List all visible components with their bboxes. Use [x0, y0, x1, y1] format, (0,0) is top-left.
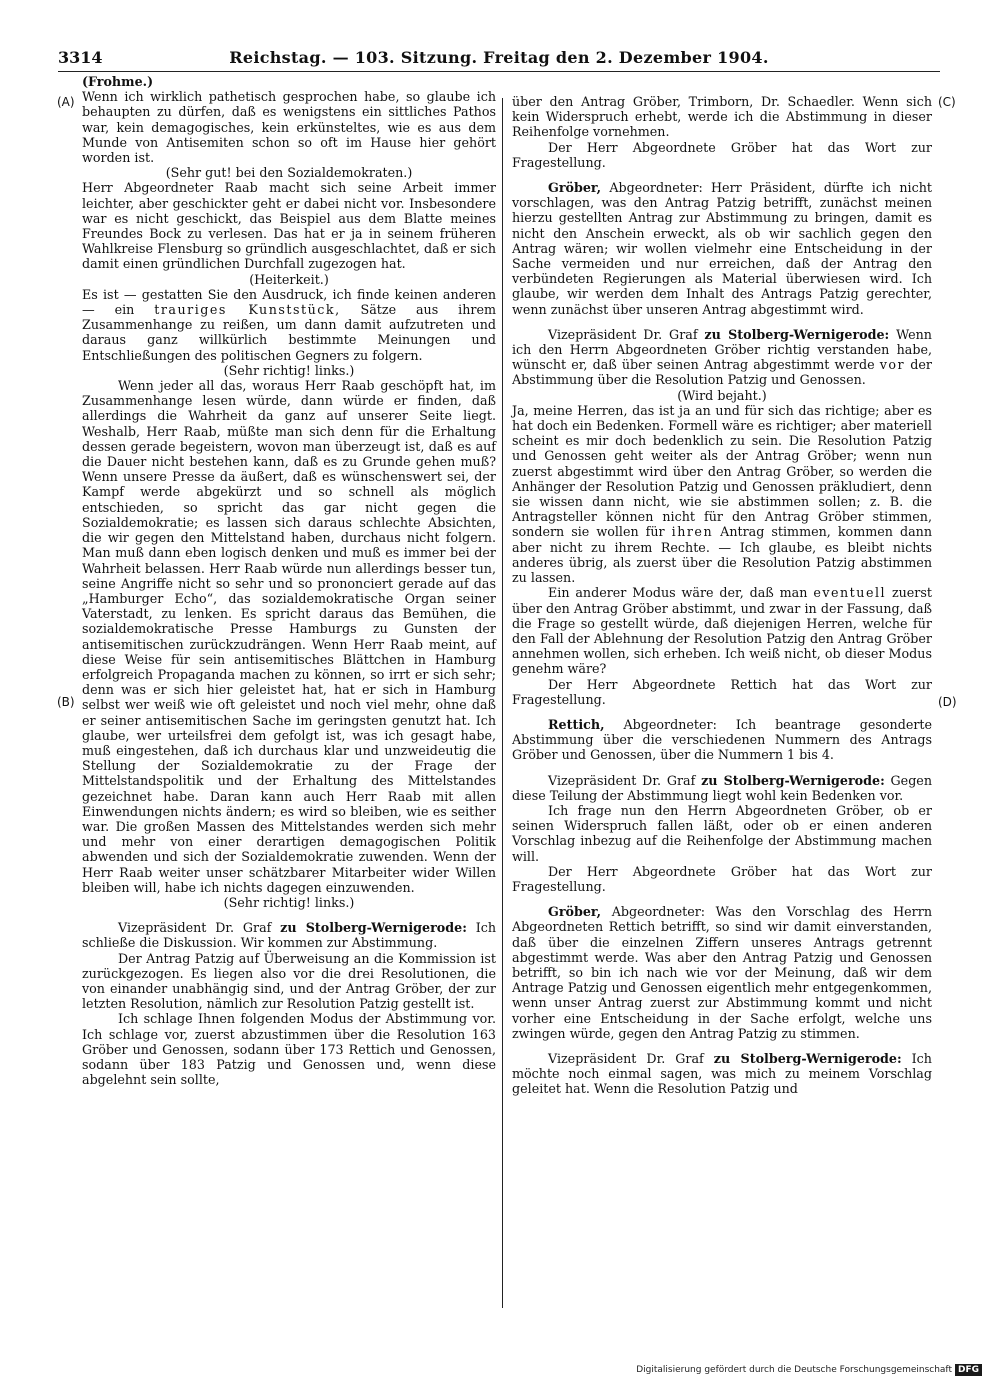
speaker-name-bold: zu Stolberg-Wernigerode:	[280, 920, 467, 936]
text-run: Sätze aus ihrem Zusammenhange zu reißen, um dann damit aufzutreten und daraus ganz willkürlich bestimmte Meinungen und Entschließungen des politischen Gegners zu folgern.	[82, 302, 496, 363]
paragraph	[512, 327, 932, 388]
paragraph	[82, 920, 496, 950]
footer-text: Digitalisierung gefördert durch die Deutsche Forschungsgemeinschaft	[636, 1365, 952, 1375]
spaced-emphasis: ihren	[671, 524, 714, 540]
speaker-heading: (Frohme.)	[82, 74, 154, 89]
spaced-emphasis: vor	[879, 357, 906, 373]
interjection: (Sehr gut! bei den Sozialdemokraten.)	[165, 165, 413, 181]
paragraph	[512, 180, 932, 317]
speaker-name: Vizepräsident Dr. Graf	[548, 1050, 704, 1066]
interjection: (Heiterkeit.)	[249, 271, 329, 287]
paragraph: Der Herr Abgeordnete Gröber hat das Wort zur Fragestellung.	[512, 863, 932, 894]
paragraph	[512, 585, 932, 676]
margin-mark-a: (A)	[57, 95, 75, 109]
text-run: Abgeordneter: Was den Vorschlag des Herrn Abgeordneten Rettich betrifft, so sind wir damit einverstanden, daß über die einzelnen Ziffern unseres Antrags getrennt abgestimmt werde. Was aber den Antrag Patzig und Genossen betrifft, so bin ich nach wie vor der Meinung, daß wir dem Antrage Patzig und Genossen eigentlich mehr entgegenkommen, wenn unser Antrag zuerst zur Abstimmung kommt und nicht vorher eine Entscheidung in der Sache erfolgt, welche uns zwingen würde, gegen den Antrag Patzig zu stimmen.	[512, 904, 932, 1041]
margin-mark-b: (B)	[57, 695, 75, 709]
paragraph: Ich frage nun den Herrn Abgeordneten Gröber, ob er seinen Widerspruch fallen läßt, oder ob er einen anderen Vorschlag inbezug auf die Reihenfolge der Abstimmung machen will.	[512, 802, 932, 864]
speaker-name: Vizepräsident Dr. Graf	[548, 772, 696, 788]
page-number: 3314	[58, 48, 103, 67]
speaker-name-bold: Gröber,	[548, 904, 602, 920]
paragraph: Ich schlage Ihnen folgenden Modus der Abstimmung vor. Ich schlage vor, zuerst abzustimmen über die Resolution 163 Gröber und Genossen, sodann über 173 Rettich und Genossen, sodann über 183 Patzig und Genossen und, wenn diese abgelehnt sein sollte,	[82, 1011, 496, 1088]
interjection: (Wird bejaht.)	[677, 387, 767, 403]
speaker-name: Vizepräsident Dr. Graf	[118, 920, 272, 936]
text-run: Es ist — gestatten Sie den Ausdruck, ich finde keinen anderen — ein	[82, 286, 496, 318]
paragraph	[512, 717, 932, 763]
interjection: (Sehr richtig! links.)	[223, 894, 355, 910]
speaker-name-bold: zu Stolberg-Wernigerode:	[701, 772, 885, 788]
speaker-name-bold: zu Stolberg-Wernigerode:	[713, 1050, 902, 1066]
interjection: (Sehr richtig! links.)	[223, 362, 355, 378]
text-run: Ein anderer Modus wäre der, daß man	[548, 585, 808, 601]
paragraph: Wenn jeder all das, woraus Herr Raab geschöpft hat, im Zusammenhange lesen würde, dann würde er finden, daß allerdings die Wahrheit da ganz auf unserer Seite liegt. Weshalb, Herr Raab, müßte man sich denn für die Erhaltung dessen gerade begeistern, wovon man überzeugt ist, daß es auf die Dauer nicht bestehen kann, daß es zu Grunde gehen muß? Wenn unsere Presse da äußert, daß es wünschenswert sei, der Kampf werde abgekürzt und so schnell als möglich entschieden, so spricht das gar nicht gegen die Sozialdemokratie; es lassen sich daraus schlechte Absichten, die wir gegen den Mittelstand haben, durchaus nicht folgern. Man muß dann eben logisch denken und muß es immer bei der Wahrheit belassen. Herr Raab würde nun allerdings besser tun, seine Angriffe nicht so sehr und so prononciert gerade auf das „Hamburger Echo“, das sozialdemokratische Organ seiner Vaterstadt, zu lenken. Es spricht daraus das Bemühen, die sozialdemokratische Presse Hamburgs zu Gunsten der antisemitischen zurückzudrängen. Wenn Herr Raab meint, auf diese Weise für sein antisemitisches Blättchen in Hamburg erfolgreich Propaganda machen zu können, so irrt er sich sehr; denn was er sich hier geleistet hat, hat er sich in Hamburg selbst wer weiß wie oft geleistet und noch viel mehr, ohne daß er seiner antisemitischen Sache im geringsten genutzt hat. Ich glaube, wer urteilsfrei dem gefolgt ist, was ich gesagt habe, muß eingestehen, daß ich durchaus klar und unzweideutig die Stellung der Sozialdemokratie zu der Frage der Mittelstandspolitik und der Erhaltung des Mittelstandes gezeichnet habe. Daran kann auch Herr Raab mit allen Einwendungen nichts ändern; es wird so bleiben, wie es seither war. Die großen Massen des Mittelstandes werden sich mehr und mehr von einer derartigen demagogischen Politik abwenden und sich der Sozialdemokratie zuwenden. Wenn der Herr Raab weiter unser schätzbarer Mitarbeiter wider Willen bleiben will, habe ich nichts dagegen einzuwenden.	[82, 378, 496, 895]
text-run: Ich schließe die Diskussion. Wir kommen zur Abstimmung.	[82, 920, 496, 951]
column-divider	[502, 98, 503, 1308]
text-run: Ich möchte noch einmal sagen, was mich zu meinem Vorschlag geleitet hat. Wenn die Resolution Patzig und	[512, 1050, 932, 1097]
paragraph: Der Herr Abgeordnete Gröber hat das Wort zur Fragestellung.	[512, 139, 932, 170]
digitization-footer	[636, 1364, 982, 1376]
text-run: Ja, meine Herren, das ist ja an und für sich das richtige; aber es hat doch ein Bedenken. Formell wäre es richtiger; aber materiell scheint es mir doch bedenklich zu sein. Die Resolution Patzig und Genossen geht weiter als der Antrag Gröber; wenn nun zuerst abgestimmt wird über den Antrag Gröber, so werden die Anhänger der Resolution Patzig und Genossen präkludiert, denn sie wissen dann nicht, wie sie abstimmen sollen; z. B. die Antragsteller können nicht für den Antrag Gröber stimmen, sondern sie wollen für	[512, 402, 932, 540]
page-header	[58, 48, 940, 70]
paragraph	[82, 287, 496, 363]
left-column	[82, 74, 496, 1087]
spaced-emphasis: trauriges Kunststück,	[154, 302, 341, 318]
paragraph	[512, 403, 932, 585]
paragraph: über den Antrag Gröber, Trimborn, Dr. Schaedler. Wenn sich kein Widerspruch erhebt, werde ich die Abstimmung in dieser Reihenfolge vornehmen.	[512, 94, 932, 140]
text-run: zuerst über den Antrag Gröber abstimmt, und zwar in der Fassung, daß die Frage so gestellt würde, daß diejenigen Herren, welche für den Fall der Ablehnung der Resolution Patzig den Antrag Gröber annehmen wollen, sich erheben. Ich weiß nicht, ob dieser Modus genehm wäre?	[512, 585, 932, 677]
page-title: Reichstag. — 103. Sitzung. Freitag den 2. Dezember 1904.	[229, 48, 769, 67]
dfg-logo: DFG	[955, 1364, 982, 1376]
text-run: Abgeordneter: Herr Präsident, dürfte ich nicht vorschlagen, was den Antrag Patzig betrifft, zunächst meinen hierzu gestellten Antrag zur Abstimmung zu bringen, damit es nicht den Anschein erweckt, als ob wir sachlich gegen den Antrag wären; wir wollen vielmehr eine Entscheidung in der Sache vermeiden und nur erreichen, daß der Antrag den verbündeten Regierungen als Material überwiesen wird. Ich glaube, wir werden dem Inhalt des Antrags Patzig gerechter, wenn zunächst über unseren Antrag abgestimmt wird.	[512, 180, 932, 317]
text-run: Abgeordneter: Ich beantrage gesonderte Abstimmung über die verschiedenen Nummern des Antrags Gröber und Genossen, über die Nummern 1 bis 4.	[512, 716, 932, 763]
header-rule	[58, 71, 940, 72]
text-run: Wenn ich den Herrn Abgeordneten Gröber richtig verstanden habe, wünscht er, daß über seinen Antrag abgestimmt werde	[512, 326, 932, 373]
margin-mark-c: (C)	[938, 95, 956, 109]
speaker-name-bold: Rettich,	[548, 716, 605, 732]
paragraph: Der Herr Abgeordnete Rettich hat das Wort zur Fragestellung.	[512, 676, 932, 707]
right-column	[512, 94, 932, 1097]
margin-mark-d: (D)	[938, 695, 957, 709]
paragraph: Herr Abgeordneter Raab macht sich seine Arbeit immer leichter, aber geschickter geht er dabei nicht vor. Insbesondere war es nicht geschickt, das Beispiel aus dem Blatte meines Freundes Bock zu verlesen. Das hat er ja in seinem früheren Wahlkreise Flensburg so gründlich ausgeschlachtet, daß er sich damit einen gründlichen Durchfall zugezogen hat.	[82, 180, 496, 272]
paragraph: Wenn ich wirklich pathetisch gesprochen habe, so glaube ich behaupten zu dürfen, daß es wenigstens ein sittliches Pathos war, kein demagogisches, kein erkünsteltes, wie es aus dem Munde von Antisemiten schon so oft im Hause hier gehört worden ist.	[82, 89, 496, 166]
text-run: der Abstimmung über die Resolution Patzig und Genossen.	[512, 357, 932, 388]
speaker-name-bold: Gröber,	[548, 180, 602, 196]
text-run: Gegen diese Teilung der Abstimmung liegt wohl kein Bedenken vor.	[512, 772, 932, 803]
speaker-name: Vizepräsident Dr. Graf	[548, 326, 698, 342]
paragraph: Der Antrag Patzig auf Überweisung an die Kommission ist zurückgezogen. Es liegen also vor die drei Resolutionen, die von einander unabhängig sind, und der Antrag Gröber, der zur letzten Resolution, nämlich zur Resolution Patzig gestellt ist.	[82, 950, 496, 1012]
text-run: Antrag stimmen, kommen dann aber nicht zu ihrem Rechte. — Ich glaube, es bleibt nichts anderes übrig, als zuerst über die Resolution Patzig abstimmen zu lassen.	[512, 524, 932, 586]
speaker-name-bold: zu Stolberg-Wernigerode:	[704, 326, 890, 342]
spaced-emphasis: eventuell	[813, 585, 887, 601]
paragraph	[512, 1051, 932, 1097]
paragraph	[512, 904, 932, 1041]
paragraph	[512, 773, 932, 803]
